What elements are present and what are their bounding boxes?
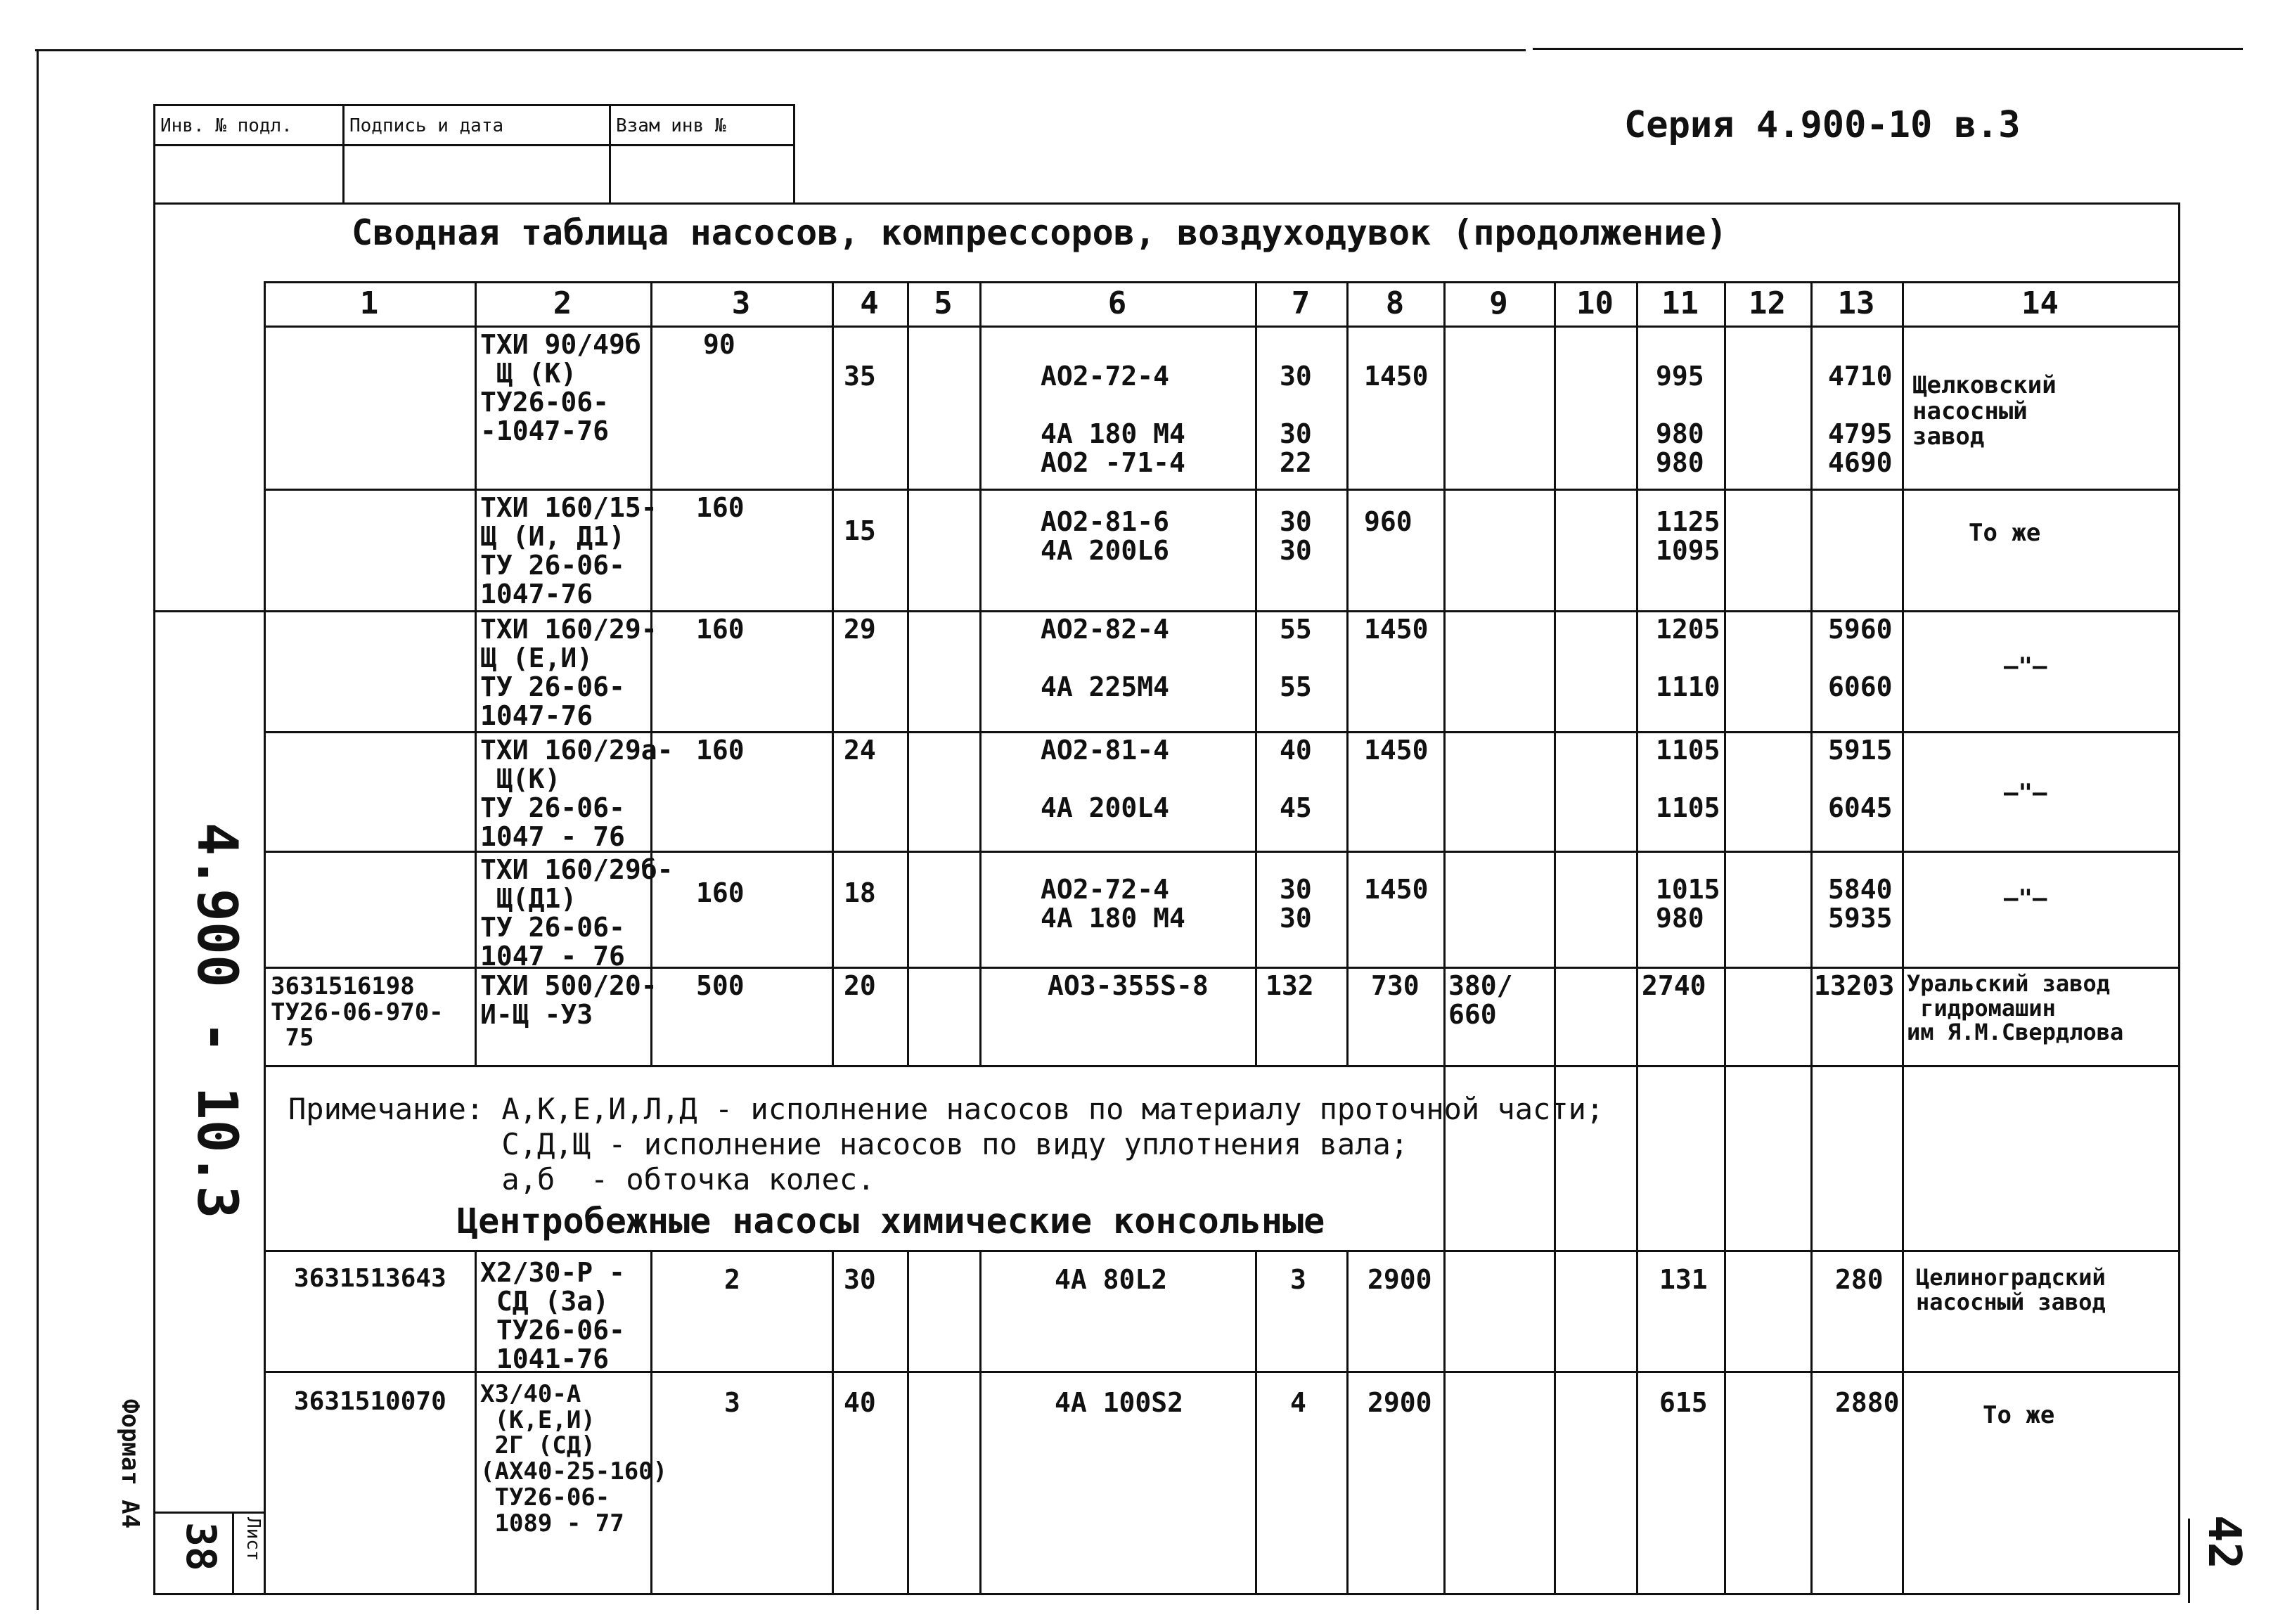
cell-power: 30 30 — [1280, 506, 1312, 567]
cell-power: 30 30 — [1280, 874, 1312, 934]
col-header: 9 — [1489, 285, 1508, 321]
series-label: Серия 4.900-10 в.3 — [1624, 104, 2021, 146]
cell-manufacturer: Целиноградский насосный завод — [1916, 1264, 2106, 1315]
stamp-replace-label: Взам инв № — [616, 115, 726, 136]
cell-manufacturer: —"— — [2004, 779, 2047, 807]
cell-head: 35 — [844, 361, 876, 392]
cell-mass: 2740 — [1642, 970, 1706, 1001]
note-line: Примечание: А,К,Е,И,Л,Д - исполнение насосов по материалу проточной части; — [288, 1092, 1604, 1126]
note-line: а,б - обточка колес. — [288, 1162, 875, 1197]
cell-flow: 500 — [696, 970, 745, 1001]
cell-rpm: 1450 — [1364, 614, 1429, 645]
cell-motor: АО2-82-4 4А 225М4 — [1041, 614, 1170, 703]
cell-mass: 1205 1110 — [1656, 614, 1720, 703]
sheet-number: 38 — [177, 1522, 225, 1571]
bottom-border-line — [153, 1593, 2180, 1595]
cell-price: 5840 5935 — [1828, 874, 1893, 934]
cell-head: 15 — [844, 515, 876, 546]
note-line: С,Д,Щ - исполнение насосов по виду уплотнения вала; — [288, 1127, 1409, 1161]
stamp-signature-label: Подпись и дата — [349, 115, 504, 136]
cell-power: 30 30 22 — [1280, 361, 1312, 479]
cell-flow: 2 — [724, 1264, 740, 1295]
cell-manufacturer: Уральский завод гидромашин им Я.М.Свердлова — [1907, 970, 2124, 1046]
cell-code: 3631516198 ТУ26-06-970- 75 — [271, 972, 444, 1052]
cell-head: 30 — [844, 1264, 876, 1295]
cell-rpm: 960 — [1364, 506, 1413, 537]
cell-flow: 160 — [696, 735, 745, 766]
cell-flow: 3 — [724, 1387, 740, 1418]
cell-rpm: 1450 — [1364, 361, 1429, 392]
cell-motor: АО3-355S-8 — [1048, 970, 1209, 1001]
cell-rpm: 2900 — [1368, 1264, 1432, 1295]
col-header: 1 — [359, 285, 379, 321]
cell-flow: 160 — [696, 877, 745, 908]
cell-manufacturer: То же — [1983, 1401, 2055, 1429]
cell-price: 13203 — [1814, 970, 1895, 1001]
cell-motor: АО2-72-4 4А 180 М4 — [1041, 874, 1185, 934]
col-header: 5 — [934, 285, 953, 321]
cell-head: 24 — [844, 735, 876, 766]
cell-flow: 90 — [703, 329, 735, 360]
cell-price: 4710 4795 4690 — [1828, 361, 1893, 479]
col-header: 12 — [1749, 285, 1786, 321]
col-header: 7 — [1291, 285, 1311, 321]
cell-rpm: 730 — [1371, 970, 1420, 1001]
col-header: 6 — [1107, 285, 1127, 321]
cell-price: 5960 6060 — [1828, 614, 1893, 703]
col-header: 10 — [1576, 285, 1614, 321]
stamp-inv-label: Инв. № подл. — [160, 115, 292, 136]
left-border-line — [37, 49, 39, 1610]
cell-head: 40 — [844, 1387, 876, 1418]
cell-rpm: 1450 — [1364, 874, 1429, 905]
cell-power: 3 — [1290, 1264, 1306, 1295]
cell-motor: 4А 80L2 — [1055, 1264, 1168, 1295]
col-header: 3 — [731, 285, 751, 321]
page-number: 42 — [2198, 1515, 2250, 1570]
cell-code: 3631510070 — [294, 1387, 446, 1416]
cell-pump-type: ТХИ 90/49б Щ (К) ТУ26-06- -1047-76 — [480, 329, 641, 447]
cell-mass: 1015 980 — [1656, 874, 1720, 934]
col-header: 13 — [1837, 285, 1875, 321]
cell-manufacturer: То же — [1969, 519, 2041, 547]
cell-motor: 4А 100S2 — [1055, 1387, 1184, 1418]
cell-manufacturer: —"— — [2004, 652, 2047, 681]
cell-pump-type: ТХИ 160/15- Щ (И, Д1) ТУ 26-06- 1047-76 — [480, 492, 657, 610]
col-header: 8 — [1385, 285, 1405, 321]
top-border-line — [35, 49, 1526, 51]
cell-flow: 160 — [696, 492, 745, 523]
cell-pump-type: ТХИ 500/20- И-Щ -У3 — [480, 970, 657, 1031]
cell-mass: 1105 1105 — [1656, 735, 1720, 824]
cell-pump-type: ТХИ 160/29б- Щ(Д1) ТУ 26-06- 1047 - 76 — [480, 854, 674, 972]
cell-price: 2880 — [1835, 1387, 1900, 1418]
col-header: 4 — [860, 285, 879, 321]
cell-mass: 995 980 980 — [1656, 361, 1704, 479]
cell-price: 5915 6045 — [1828, 735, 1893, 824]
cell-mass: 131 — [1659, 1264, 1708, 1295]
cell-rpm: 1450 — [1364, 735, 1429, 766]
cell-pump-type: Х2/30-Р - СД (3а) ТУ26-06- 1041-76 — [480, 1257, 625, 1375]
cell-code: 3631513643 — [294, 1264, 446, 1293]
cell-mass: 1125 1095 — [1656, 506, 1720, 567]
format-label: Формат А4 — [116, 1399, 144, 1529]
section-title: Центробежные насосы химические консольные — [457, 1201, 1325, 1242]
col-header: 14 — [2021, 285, 2059, 321]
cell-pump-type: ТХИ 160/29а- Щ(К) ТУ 26-06- 1047 - 76 — [480, 735, 674, 853]
cell-power: 4 — [1290, 1387, 1306, 1418]
cell-manufacturer: —"— — [2004, 884, 2047, 913]
cell-mass: 615 — [1659, 1387, 1708, 1418]
cell-motor: АО2-81-4 4А 200L4 — [1041, 735, 1170, 824]
cell-motor: АО2-72-4 4А 180 М4 АО2 -71-4 — [1041, 361, 1185, 479]
top-border-line-right — [1533, 48, 2243, 50]
cell-flow: 160 — [696, 614, 745, 645]
side-document-code: 4.900 - 10.3 — [185, 823, 248, 1219]
table-title: Сводная таблица насосов, компрессоров, воздуходувок (продолжение) — [352, 212, 1727, 253]
cell-voltage: 380/ 660 — [1448, 970, 1513, 1031]
cell-manufacturer: Щелковский насосный завод — [1912, 371, 2057, 451]
col-header: 11 — [1661, 285, 1699, 321]
cell-price: 280 — [1835, 1264, 1884, 1295]
sheet-label: Лист — [243, 1517, 264, 1561]
cell-rpm: 2900 — [1368, 1387, 1432, 1418]
cell-pump-type: Х3/40-А (К,Е,И) 2Г (СД) (АХ40-25-160) ТУ26-06- 1089 - 77 — [480, 1380, 668, 1538]
cell-pump-type: ТХИ 160/29- Щ (Е,И) ТУ 26-06- 1047-76 — [480, 614, 657, 732]
cell-head: 20 — [844, 970, 876, 1001]
cell-power: 132 — [1266, 970, 1314, 1001]
cell-motor: АО2-81-6 4А 200L6 — [1041, 506, 1170, 567]
cell-power: 40 45 — [1280, 735, 1312, 824]
col-header: 2 — [553, 285, 572, 321]
cell-head: 18 — [844, 877, 876, 908]
cell-head: 29 — [844, 614, 876, 645]
cell-power: 55 55 — [1280, 614, 1312, 703]
